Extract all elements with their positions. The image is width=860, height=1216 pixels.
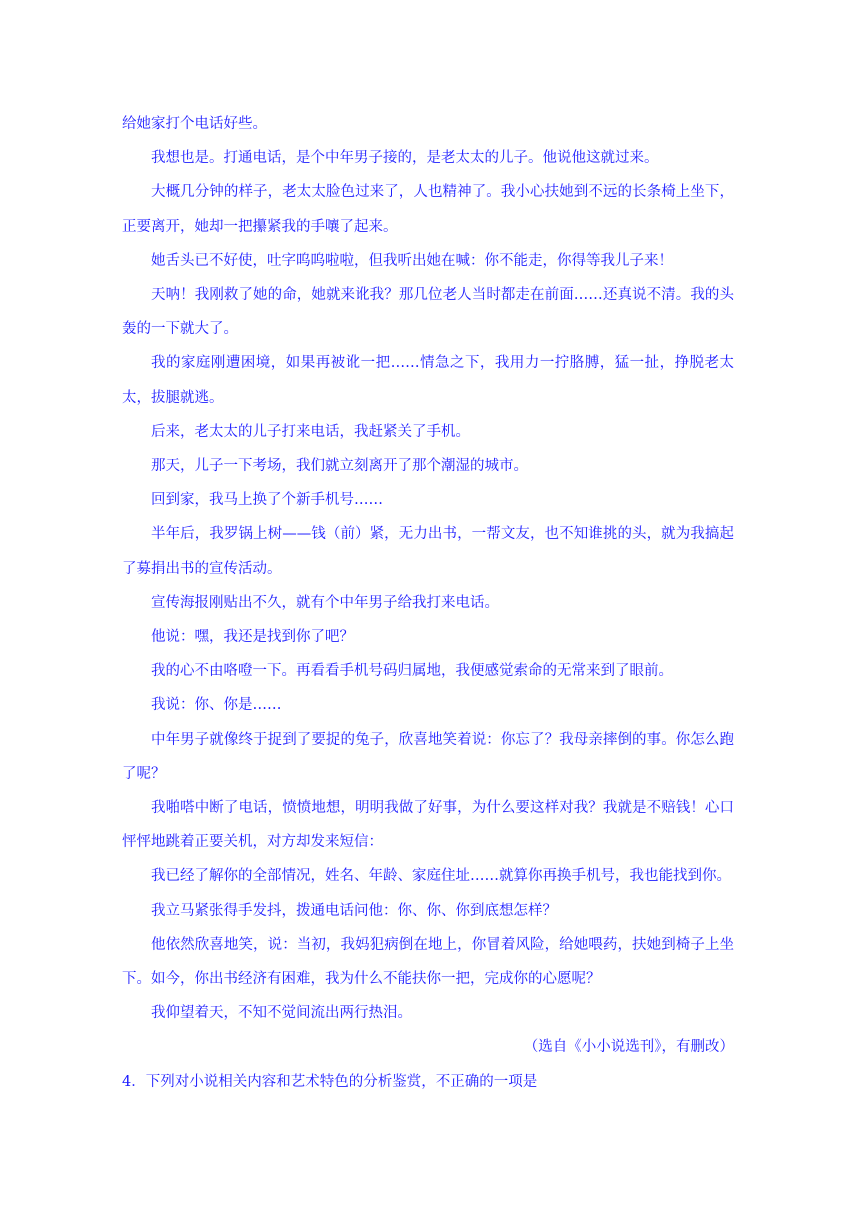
paragraph: 我想也是。打通电话，是个中年男子接的，是老太太的儿子。他说他这就过来。 (151, 150, 659, 167)
paragraph: 给她家打个电话好些。 (122, 116, 267, 132)
paragraph: 她舌头已不好使，吐字呜呜啦啦，但我听出她在喊：你不能走，你得等我儿子来！ (151, 252, 673, 269)
paragraph: 我的心不由咯噔一下。再看看手机号码归属地，我便感觉索命的无常来到了眼前。 (151, 663, 673, 680)
paragraph: 他依然欣喜地笑，说：当初，我妈犯病倒在地上，你冒着风险，给她喂药，扶她到椅子上坐下。如今，你出书经济有困难，我为什么不能扶你一把，完成你的心愿呢？ (122, 936, 734, 988)
paragraph: 那天，儿子一下考场，我们就立刻离开了那个潮湿的城市。 (151, 458, 528, 475)
paragraph: 宣传海报刚贴出不久，就有个中年男子给我打来电话。 (151, 594, 499, 611)
paragraph: 我仰望着天，不知不觉间流出两行热泪。 (151, 1005, 412, 1022)
paragraph: 后来，老太太的儿子打来电话，我赶紧关了手机。 (151, 423, 470, 440)
paragraph: 天呐！我刚救了她的命，她就来讹我？那几位老人当时都走在前面……还真说不清。我的头轰的一下就大了。 (122, 287, 734, 338)
paragraph: 我啪嗒中断了电话，愤愤地想，明明我做了好事，为什么要这样对我？我就是不赔钱！心口怦怦地跳着正要关机，对方却发来短信： (122, 800, 734, 851)
paragraph: 回到家，我马上换了个新手机号…… (151, 492, 383, 509)
story-text (122, 107, 734, 1099)
paragraph: 我说：你、你是…… (151, 697, 282, 714)
paragraph: 我立马紧张得手发抖，拨通电话问他：你、你、你到底想怎样？ (151, 902, 557, 919)
paragraph: 我已经了解你的全部情况，姓名、年龄、家庭住址……就算你再换手机号，我也能找到你。 (151, 868, 731, 885)
paragraph: 中年男子就像终于捉到了要捉的兔子，欣喜地笑着说：你忘了？我母亲摔倒的事。你怎么跑了呢？ (122, 731, 734, 782)
paragraph: 半年后，我罗锅上树——钱（前）紧，无力出书，一帮文友，也不知谁挑的头，就为我搞起了募捐出书的宣传活动。 (122, 526, 734, 577)
question-4: 4．下列对小说相关内容和艺术特色的分析鉴赏，不正确的一项是 (122, 1073, 538, 1090)
paragraph: 他说：嘿，我还是找到你了吧？ (151, 629, 354, 646)
paragraph: 大概几分钟的样子，老太太脸色过来了，人也精神了。我小心扶她到不远的长条椅上坐下，正要离开，她却一把攥紧我的手嚷了起来。 (122, 184, 734, 235)
source-citation: （选自《小小说选刊》，有删改） (523, 1039, 734, 1056)
paragraph: 我的家庭刚遭困境，如果再被讹一把……情急之下，我用力一拧胳膊，猛一扯，挣脱老太太，拔腿就逃。 (122, 355, 734, 406)
